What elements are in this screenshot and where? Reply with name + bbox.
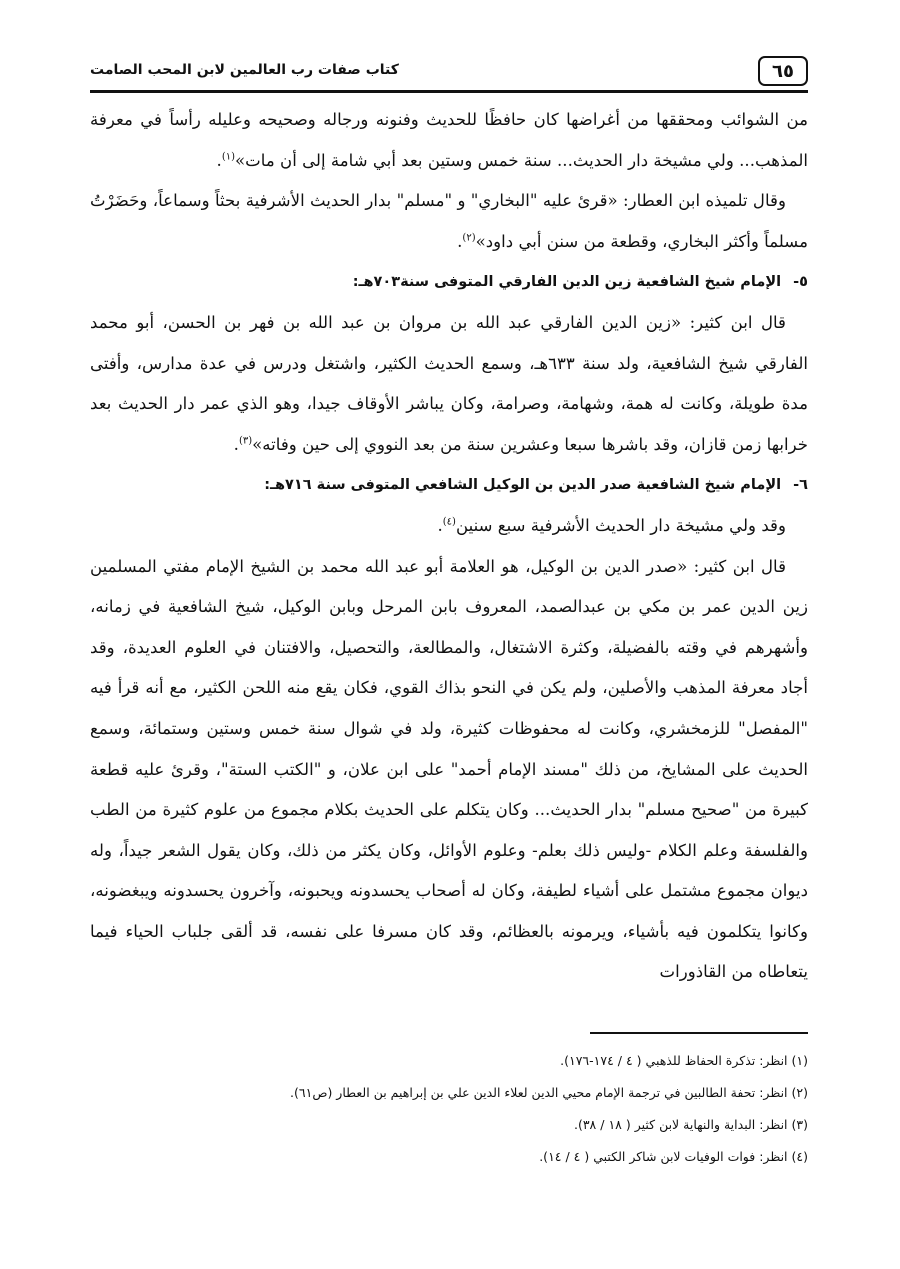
- footnote-ref: (٢): [462, 232, 476, 244]
- paragraph: [90, 100, 808, 181]
- paragraph: [90, 181, 808, 262]
- footnote-ref: (١): [221, 151, 236, 163]
- paragraph-text: من الشوائب ومحققها من أغراضها كان حافظًا للحديث وفنونه ورجاله وصحيحه وعليله رأساً في معرفة المذهب... ولي مشيخة دار الحديث... سنة خمس وستين بعد أبي شامة إلى أن مات»: [90, 110, 808, 170]
- footnote: (٣) انظر: البداية والنهاية لابن كثير ( ١٨ / ٣٨).: [573, 1117, 808, 1132]
- footnotes: [90, 1045, 808, 1173]
- footnote-ref: (٤): [442, 516, 456, 528]
- paragraph-text: وقال تلميذه ابن العطار: «قرئ عليه "البخاري" و "مسلم" بدار الحديث الأشرفية بحثاً وسماعاً، وحَضَرْتُ مسلماً وأكثر البخاري، وقطعة من سنن أبي داود»: [90, 191, 808, 251]
- footnote-ref: (٣): [238, 435, 253, 447]
- paragraph-text: وقد ولي مشيخة دار الحديث الأشرفية سبع سنين: [455, 515, 786, 535]
- header-rule: [90, 90, 808, 93]
- paragraph-end: .: [233, 434, 239, 454]
- section-title: الإمام شيخ الشافعية صدر الدين بن الوكيل الشافعي المتوفى سنة ٧١٦هـ:: [264, 477, 782, 494]
- paragraph-end: .: [216, 150, 222, 170]
- footnote-rule: [590, 1032, 808, 1034]
- main-text: [90, 100, 808, 993]
- paragraph-text: قال ابن كثير: «صدر الدين بن الوكيل، هو العلامة أبو عبد الله محمد بن الشيخ الإمام مفتي المسلمين زين الدين عمر بن مكي بن عبدالصمد، المعروف بابن المرحل وبابن الوكيل، شيخ الشافعية في زمانه، وأشهرهم في وقته بالفضيلة، وكثرة الاشتغال، والمطالعة، والتحصيل، والافتنان في العلوم العديدة، وقد أجاد معرفة المذهب والأصلين، ولم يكن في النحو بذاك القوي، فكان يقع منه اللحن الكثير، مع أنه قرأ فيه "المفصل" للزمخشري، وكانت له محفوظات كثيرة، ولد في شوال سنة خمس وستين وستمائة، وسمع الحديث على المشايخ، من ذلك "مسند الإمام أحمد" على ابن علان، و "الكتب الستة"، وقرئ عليه قطعة كبيرة من "صحيح مسلم" بدار الحديث... وكان يتكلم على الحديث بكلام مجموع من علوم كثيرة من الطب والفلسفة وعلم الكلام -وليس ذلك بعلم- وعلوم الأوائل، وكان يكثر من ذلك، وكان يقول الشعر جيداً، وله ديوان مجموع مشتمل على أشياء لطيفة، وكان له أصحاب يحسدونه ويحبونه، وآخرون يحسدونه ويبغضونه، وكانوا يتكلمون فيه بأشياء، ويرمونه بالعظائم، وقد كان مسرفا على نفسه، قد ألقى جلباب الحياء فيما يتعاطاه من القاذورات: [90, 556, 808, 982]
- page-number: ٦٥: [758, 56, 808, 86]
- paragraph-text: قال ابن كثير: «زين الدين الفارقي عبد الله بن مروان بن عبد الله بن فهر بن الحسن، أبو محمد الفارقي شيخ الشافعية، ولد سنة ٦٣٣هـ، وسمع الحديث الكثير، واشتغل ودرس في عدة مدارس، وأفتى مدة طويلة، وكانت له همة، وشهامة، وصرامة، وكان يباشر الأوقاف جيدا، وهو الذي عمر دار الحديث بعد خرابها زمن قازان، وقد باشرها سبعا وعشرين سنة من بعد النووي إلى حين وفاته»: [90, 312, 808, 454]
- paragraph-end: .: [437, 515, 443, 535]
- paragraph-end: .: [457, 231, 463, 251]
- section-number: ٥-: [793, 274, 808, 291]
- section-heading: [90, 465, 808, 506]
- paragraph: [90, 303, 808, 465]
- running-title: كتاب صفات رب العالمين لابن المحب الصامت: [90, 62, 399, 78]
- footnote: (٤) انظر: فوات الوفيات لابن شاكر الكتبي ( ٤ / ١٤).: [539, 1149, 808, 1164]
- page-header: [90, 52, 808, 92]
- footnote: (٢) انظر: تحفة الطالبين في ترجمة الإمام محيي الدين لعلاء الدين علي بن إبراهيم بن العطار (ص٦١).: [290, 1085, 808, 1100]
- section-heading: [90, 262, 808, 303]
- paragraph: [90, 506, 808, 547]
- section-title: الإمام شيخ الشافعية زين الدين الفارقي المتوفى سنة٧٠٣هـ:: [352, 274, 782, 291]
- section-number: ٦-: [793, 477, 808, 494]
- footnote: (١) انظر: تذكرة الحفاظ للذهبي ( ٤ / ١٧٤-١٧٦).: [560, 1053, 808, 1068]
- paragraph: [90, 547, 808, 994]
